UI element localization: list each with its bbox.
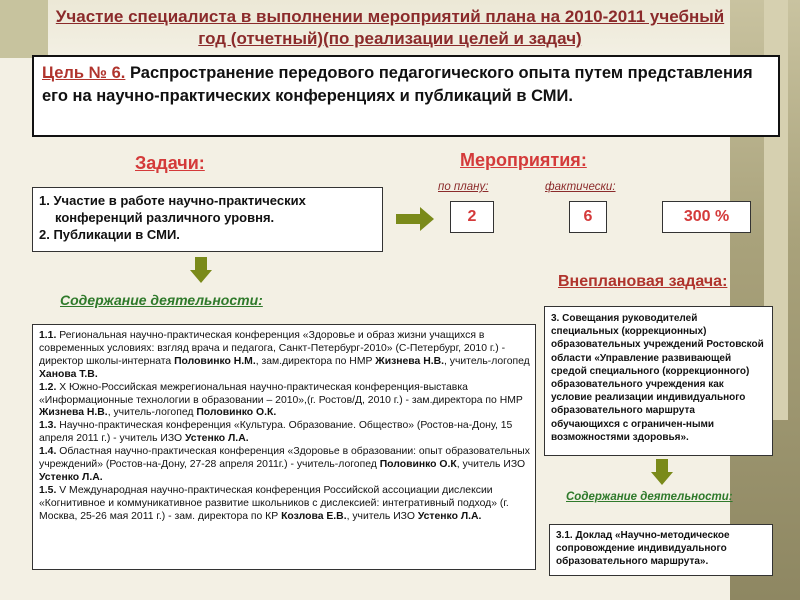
unplanned-activity-box: 3.1. Доклад «Научно-методическое сопровождение индивидуального образовательного маршрута». [549,524,773,576]
events-heading: Мероприятия: [460,150,587,170]
task-item: 2. Публикации в СМИ. [39,227,180,242]
arrow-right-icon [396,207,434,231]
unplanned-task-box: 3. Совещания руководителей специальных (коррекционных) образовательных учреждений Ростовской области «Управление развивающей средой специального (коррекционного) образовательного учреждения как условие реализации индивидуального образовательного маршрута обучающихся с ограничен-ными возможностями здоровья». [544,306,773,456]
tasks-heading: Задачи: [135,153,205,173]
activity-item: 1.4. Областная научно-практическая конференция «Здоровье в образовании: опыт образовательных учреждений» (Ростов-на-Дону, 27-28 апреля 2011г.) - учитель-логопед Половинко О.К, учитель ИЗО Устенко Л.А. [39,446,530,483]
arrow-down-icon [651,459,673,485]
planned-label: по плану: [438,181,489,193]
goal-label: Цель № 6. [42,64,126,82]
activity-item: 1.5. V Международная научно-практическая конференция Российской ассоциации дислексии «Когнитивное и коммуникативное развитие школьников с дислексией: интегративный подход» (г. Москва, 25-26 мая 2011 г.) - зам. директора по КР Козлова Е.В., учитель ИЗО Устенко Л.А. [39,484,509,522]
activity-heading: Содержание деятельности: [60,292,263,308]
percent-value: 300 % [662,201,751,233]
unplanned-activity-heading: Содержание деятельности: [566,491,733,503]
goal-box [32,55,780,137]
slide-title: Участие специалиста в выполнении мероприятий плана на 2010-2011 учебный год (отчетный)(по реализации целей и задач) [55,7,725,48]
arrow-down-icon [190,257,212,283]
activity-item: 1.3. Научно-практическая конференция «Культура. Образование. Общество» (Ростов-на-Дону, 15 апреля 2011 г.) - учитель ИЗО Устенко Л.А. [39,420,513,445]
activities-box [32,324,536,570]
tasks-box [32,187,383,252]
planned-value: 2 [450,201,494,233]
actual-value: 6 [569,201,607,233]
task-item: 1. Участие в работе научно-практических [39,193,306,208]
actual-label: фактически: [545,181,616,193]
activity-item: 1.1. Региональная научно-практическая конференция «Здоровье и образ жизни учащихся в современных условиях: взгляд врача и педагога, Санкт-Петербург-2010» (С-Петербург, 2010 г.) - директор школы-интерната Половинко Н.М., зам.директора по НМР Жизнева Н.В., учитель-логопед Ханова Т.В. [39,330,530,380]
unplanned-heading: Внеплановая задача: [558,273,728,290]
task-item: конференций различного уровня. [55,210,275,225]
activity-item: 1.2. X Южно-Российская межрегиональная научно-практическая конференция-выставка «Информационные технологии в образовании – 2010»,(г. Ростов/Д, 2010 г.) - зам.директора по НМР Жизнева Н.В., учитель-логопед Половинко О.К. [39,381,523,419]
goal-text: Распространение передового педагогического опыта путем представления его на научно-практических конференциях и публикаций в СМИ. [42,64,753,105]
